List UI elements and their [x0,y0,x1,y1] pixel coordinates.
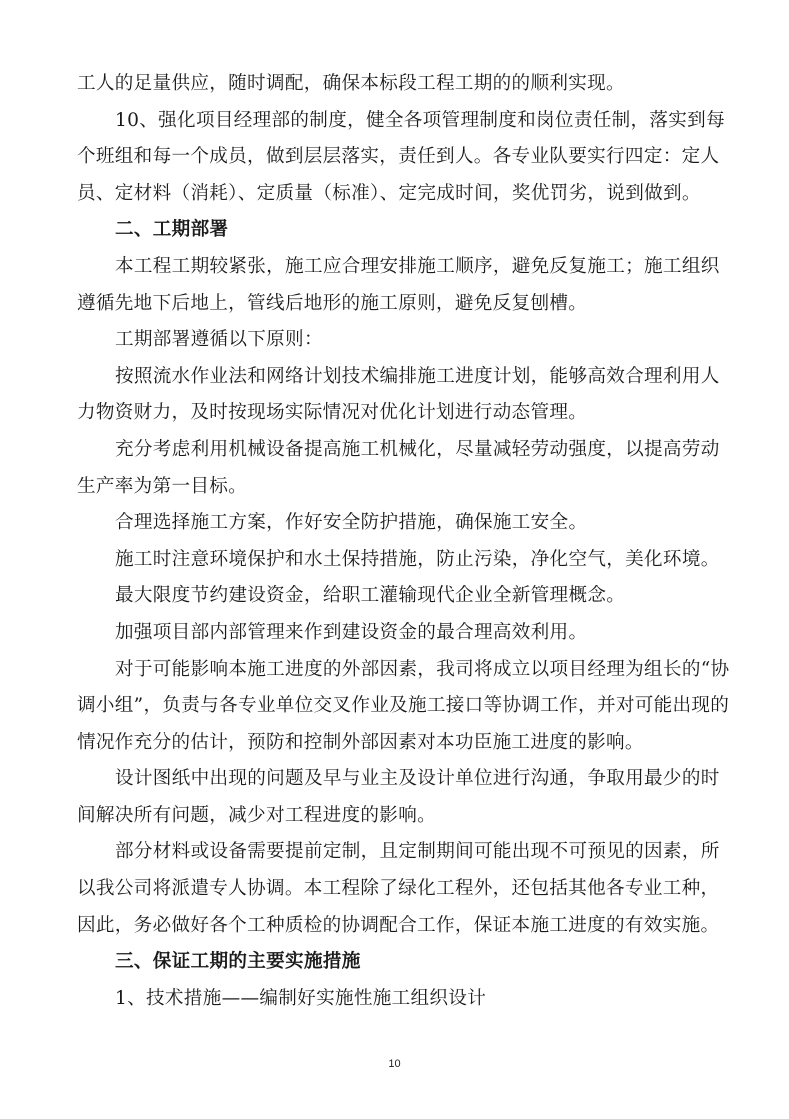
text-line: 10、强化项目经理部的制度，健全各项管理制度和岗位责任制，落实到每 [115,109,725,131]
text-line: 设计图纸中出现的问题及早与业主及设计单位进行沟通，争取用最少的时 [115,768,720,790]
text-line: 员、定材料（消耗）、定质量（标准）、定完成时间，奖优罚劣，说到做到。 [77,182,701,204]
text-line: 生产率为第一目标。 [77,475,248,497]
text-line: 因此，务必做好各个工种质检的协调配合工作，保证本施工进度的有效实施。 [77,914,720,936]
text-line: 对于可能影响本施工进度的外部因素，我司将成立以项目经理为组长的“协 [115,658,730,680]
text-line: 按照流水作业法和网络计划技术编排施工进度计划，能够高效合理利用人 [115,365,720,387]
text-line: 本工程工期较紧张，施工应合理安排施工顺序，避免反复施工；施工组织 [115,255,720,277]
section-heading: 三、保证工期的主要实施措施 [115,951,361,973]
text-line: 个班组和每一个成员，做到层层落实，责任到人。各专业队要实行四定：定人 [77,146,720,168]
text-line: 力物资财力，及时按现场实际情况对优化计划进行动态管理。 [77,402,588,424]
text-line: 情况作充分的估计，预防和控制外部因素对本功臣施工进度的影响。 [77,731,644,753]
text-line: 工期部署遵循以下原则： [115,329,323,351]
text-line: 加强项目部内部管理来作到建设资金的最合理高效利用。 [115,621,588,643]
text-line: 以我公司将派遣专人协调。本工程除了绿化工程外，还包括其他各专业工种， [77,878,720,900]
section-heading: 二、工期部署 [115,219,229,241]
page-number: 10 [388,1058,401,1070]
text-line: 间解决所有问题，减少对工程进度的影响。 [77,804,436,826]
text-line: 工人的足量供应，随时调配，确保本标段工程工期的的顺利实现。 [77,73,625,94]
text-line: 施工时注意环境保护和水土保持措施，防止污染，净化空气，美化环境。 [115,548,720,570]
text-line: 合理选择施工方案，作好安全防护措施，确保施工安全。 [115,512,588,534]
text-line: 遵循先地下后地上，管线后地形的施工原则，避免反复刨槽。 [77,292,588,314]
document-body [77,66,730,1017]
text-line: 充分考虑利用机械设备提高施工机械化，尽量减轻劳动强度，以提高劳动 [115,438,720,460]
text-line: 最大限度节约建设资金，给职工灌输现代企业全新管理概念。 [115,585,626,607]
text-line: 调小组”，负责与各专业单位交叉作业及施工接口等协调工作，并对可能出现的 [77,695,730,717]
text-line: 部分材料或设备需要提前定制，且定制期间可能出现不可预见的因素，所 [115,841,720,863]
text-line: 1、技术措施——编制好实施性施工组织设计 [115,987,487,1009]
